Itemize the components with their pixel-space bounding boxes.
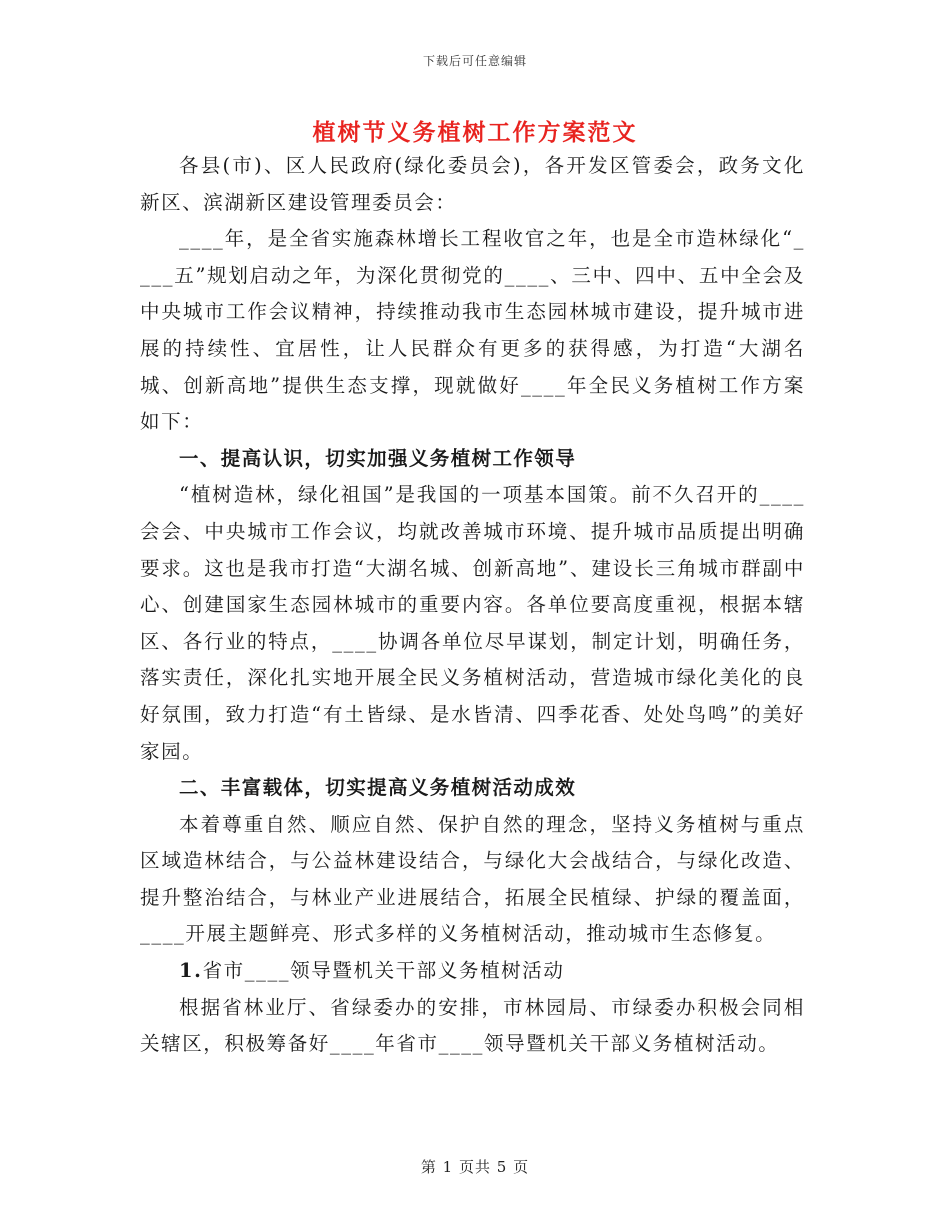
item-1-heading-text: 省市____领导暨机关干部义务植树活动 (202, 959, 565, 983)
section-2-paragraph: 本着尊重自然、顺应自然、保护自然的理念，坚持义务植树与重点区域造林结合，与公益林建设结合，与绿化大会战结合，与绿化改造、提升整治结合，与林业产业进展结合，拓展全民植绿、护绿的覆盖面，____开展主题鲜亮、形式多样的义务植树活动，推动城市生态修复。 (140, 812, 805, 946)
document-body (140, 148, 805, 1063)
item-1-paragraph: 根据省林业厅、省绿委办的安排，市林园局、市绿委办积极会同相关辖区，积极筹备好____年省市____领导暨机关干部义务植树活动。 (140, 995, 805, 1056)
section-2-heading: 二、丰富载体，切实提高义务植树活动成效 (179, 776, 577, 800)
document-title: 植树节义务植树工作方案范文 (312, 119, 638, 146)
section-1-paragraph: “植树造林，绿化祖国”是我国的一项基本国策。前不久召开的____会会、中央城市工作会议，均就改善城市环境、提升城市品质提出明确要求。这也是我市打造“大湖名城、创新高地”、建设长三角城市群副中心、创建国家生态园林城市的重要内容。各单位要高度重视，根据本辖区、各行业的特点，____协调各单位尽早谋划，制定计划，明确任务，落实责任，深化扎实地开展全民义务植树活动，营造城市绿化美化的良好氛围，致力打造“有土皆绿、是水皆清、四季花香、处处鸟鸣”的美好家园。 (140, 483, 805, 763)
item-1-number: 1. (179, 959, 203, 983)
header-note: 下载后可任意编辑 (422, 54, 527, 68)
intro-paragraph: ____年，是全省实施森林增长工程收官之年，也是全市造林绿化“____五”规划启动之年，为深化贯彻党的____、三中、四中、五中全会及中央城市工作会议精神，持续推动我市生态园林城市建设，提升城市进展的持续性、宜居性，让人民群众有更多的获得感，为打造“大湖名城、创新高地”提供生态支撑，现就做好____年全民义务植树工作方案如下： (140, 227, 805, 434)
salutation-paragraph: 各县(市)、区人民政府(绿化委员会)，各开发区管委会，政务文化新区、滨湖新区建设管理委员会： (140, 154, 805, 214)
item-1-heading (140, 953, 805, 990)
section-1-heading: 一、提高认识，切实加强义务植树工作领导 (179, 446, 577, 470)
page-number: 第 1 页共 5 页 (420, 1158, 530, 1176)
